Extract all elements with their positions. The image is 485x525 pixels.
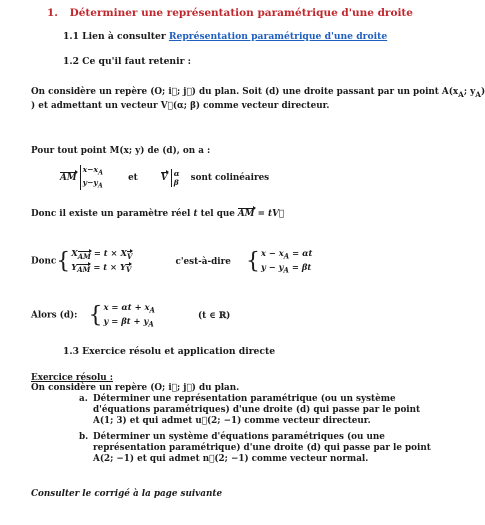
- alors-system-lines: $x = \alpha t + x_A$ $y = \beta t + y_A$: [103, 302, 155, 329]
- colinear-line: AM $x-x_A$ $y-y_A$ et V α β sont colinéaires: [60, 165, 270, 190]
- heading-title: Déterminer une représentation paramétrique d'une droite: [69, 7, 413, 19]
- point-line: Pour tout point M(x; y) de (d), on a :: [31, 146, 211, 156]
- exercise-item-b: b. Déterminer un système d'équations paramétriques (ou une représentation paramétrique) d'une droite (d) qui passe par le point A(2; −1) et qui admet n⃗(2; −1) comme vecteur normal.: [79, 432, 431, 464]
- subsection-1-2: 1.2 Ce qu'il faut retenir :: [63, 56, 192, 67]
- heading-number: 1.: [47, 7, 58, 19]
- vector-v: V: [160, 173, 168, 184]
- intro-line-1: On considère un repère (O; i⃗; j⃗) du plan. Soit (d) une droite passant par un point $A(x_A$; $y_A$): [31, 87, 485, 99]
- subsection-1-1: [63, 31, 387, 42]
- donc-system: $Donc\{X_{AM} = t \times X_V$ $Y_{AM} = t \times Y_V$ c'est-à-dire {$x - x_A = \alpha t$ $y - y_A = \beta t$: [31, 248, 313, 275]
- subsection-1-1-label: 1.1 Lien à consulter: [63, 31, 166, 42]
- parameter-line: Donc il existe un paramètre réel t tel que AM = tV⃗: [31, 209, 285, 219]
- section-heading: [47, 7, 413, 19]
- donc-system-lines: $X_{AM} = t \times X_V$ $Y_{AM} = t \times Y_V$: [71, 248, 133, 275]
- exercise-title: Exercice résolu :: [31, 373, 113, 383]
- course-link[interactable]: Représentation paramétrique d'une droite: [168, 31, 388, 42]
- subsection-1-3: 1.3 Exercice résolu et application directe: [63, 346, 276, 357]
- vector-v-coords: α β: [171, 169, 180, 187]
- vector-am-coords: $x-x_A$ $y-y_A$: [80, 165, 103, 190]
- exercise-item-a: a. Déterminer une représentation paramétrique (ou un système d'équations paramétriques) d'une droite (d) qui passe par le point A(1; 3) et qui admet u⃗(2; −1) comme vecteur directeur.: [79, 394, 421, 426]
- footer-note: Consulter le corrigé à la page suivante: [31, 489, 223, 499]
- intro-line-2: ) et admettant un vecteur V⃗(α; β) comme vecteur directeur.: [31, 101, 330, 111]
- vector-am: AM: [60, 173, 77, 184]
- exercise-intro: On considère un repère (O; i⃗; j⃗) du plan.: [31, 383, 240, 393]
- alors-system: Alors (d): {$x = \alpha t + x_A$ $y = \beta t + y_A$ (t ∈ ℝ): [31, 302, 231, 329]
- cest-system-lines: $x - x_A = \alpha t$ $y - y_A = \beta t$: [260, 248, 313, 275]
